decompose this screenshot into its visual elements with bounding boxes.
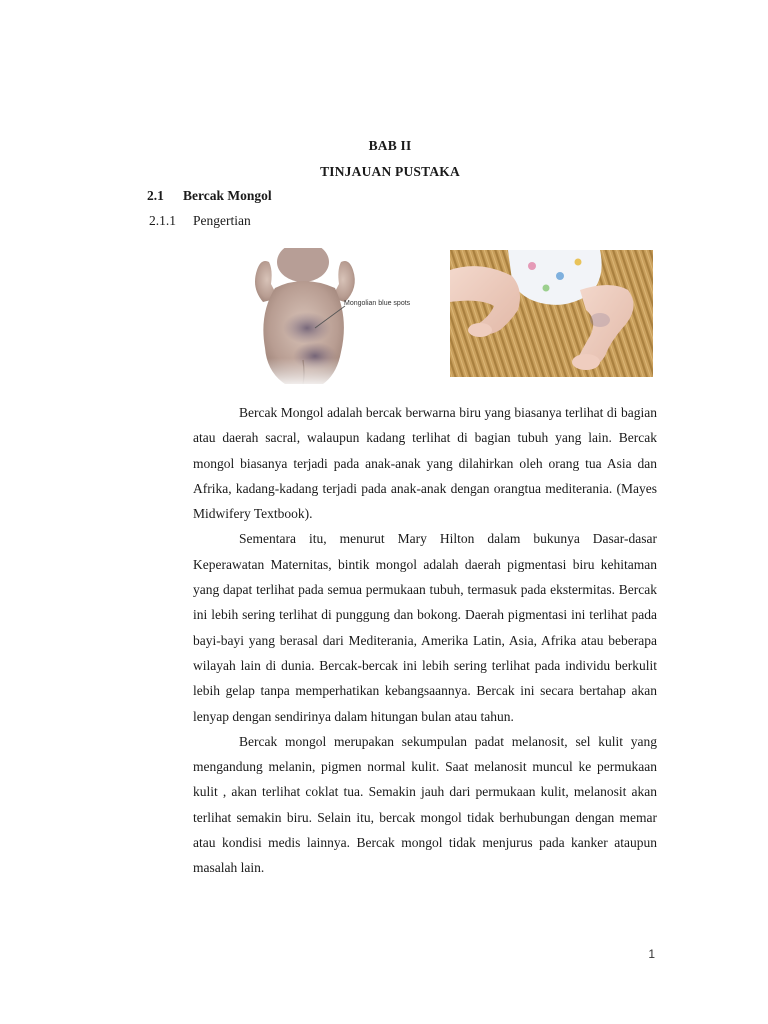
page-number: 1 bbox=[648, 947, 655, 961]
subsection-title: Pengertian bbox=[193, 213, 251, 228]
figure-annotation: Mongolian blue spots bbox=[344, 300, 411, 307]
body-text bbox=[193, 400, 657, 881]
subsection-number: 2.1.1 bbox=[149, 213, 176, 228]
section-title: Bercak Mongol bbox=[183, 188, 272, 203]
figure-baby-legs bbox=[450, 250, 653, 377]
chapter-label: BAB II bbox=[368, 138, 412, 153]
paragraph-2: Sementara itu, menurut Mary Hilton dalam bukunya Dasar-dasar Keperawatan Maternitas, bintik mongol adalah daerah pigmentasi biru kehitaman yang dapat terlihat pada semua permukaan tubuh, termasuk pada ekstermitas. Bercak ini lebih sering terlihat di punggung dan bokong. Daerah pigmentasi ini terlihat pada bayi-bayi yang berasal dari Mediterania, Amerika Latin, Asia, Afrika atau beberapa wilayah lain di dunia. Bercak-bercak ini lebih sering terlihat pada individu berkulit lebih gelap tanpa memperhatikan kebangsaannya. Bercak ini secara bertahap akan lenyap dengan sendirinya dalam hitungan bulan atau tahun. bbox=[193, 531, 657, 724]
section-number: 2.1 bbox=[147, 188, 164, 203]
baby-legs-photo bbox=[450, 250, 653, 377]
subsection-heading bbox=[149, 213, 251, 229]
section-heading bbox=[147, 188, 272, 204]
chapter-title: TINJAUAN PUSTAKA bbox=[320, 164, 460, 179]
figure-baby-back bbox=[245, 248, 425, 384]
baby-back-illustration bbox=[245, 248, 425, 384]
paragraph-1: Bercak Mongol adalah bercak berwarna biru yang biasanya terlihat di bagian atau daerah sacral, walaupun kadang terlihat di bagian tubuh yang lain. Bercak mongol biasanya terjadi pada anak-anak yang dilahirkan oleh orang tua Asia dan Afrika, kadang-kadang terjadi pada anak-anak dengan orangtua mediterania. (Mayes Midwifery Textbook). bbox=[193, 405, 657, 522]
paragraph-3: Bercak mongol merupakan sekumpulan padat melanosit, sel kulit yang mengandung melanin, pigmen normal kulit. Saat melanosit muncul ke permukaan kulit , akan terlihat coklat tua. Semakin jauh dari permukaan kulit, melanosit akan terlihat semakin biru. Selain itu, bercak mongol tidak berhubungan dengan memar atau kondisi medis lainnya. Bercak mongol tidak menjurus pada kanker ataupun masalah lain. bbox=[193, 733, 657, 876]
